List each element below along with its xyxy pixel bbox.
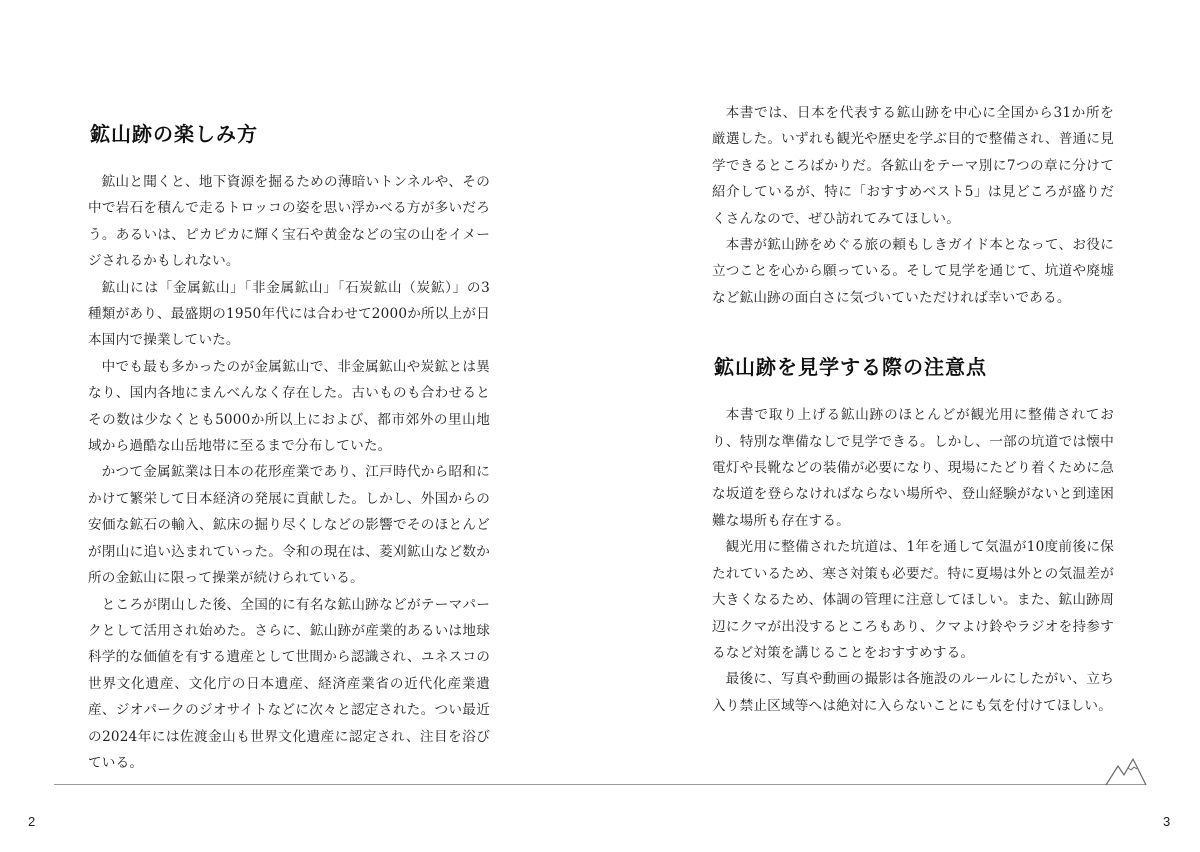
intro-paragraph: 本書では、日本を代表する鉱山跡を中心に全国から31か所を厳選した。いずれも観光や歴史を学ぶ目的で整備され、普通に見学できるところばかりだ。各鉱山をテーマ別に7つの章に分けて紹介しているが、特に「おすすめベスト5」は見どころが盛りだくさんなので、ぜひ訪れてみてほしい。	[712, 105, 1114, 227]
body-paragraph: 鉱山と聞くと、地下資源を掘るための薄暗いトンネルや、その中で岩石を積んで走るトロッコの姿を思い浮かべる方が多いだろう。あるいは、ピカピカに輝く宝石や黄金などの宝の山をイメージされるかもしれない。	[88, 174, 490, 270]
footer-rule	[54, 784, 1146, 785]
section-heading-precautions: 鉱山跡を見学する際の注意点	[714, 355, 987, 380]
left-page	[88, 118, 490, 776]
body-paragraph: かつて金属鉱業は日本の花形産業であり、江戸時代から昭和にかけて繁栄して日本経済の発展に貢献した。しかし、外国からの安価な鉱石の輸入、鉱床の掘り尽くしなどの影響でそのほとんどが閉山に追い込まれていった。令和の現在は、菱刈鉱山など数か所の金鉱山に限って操業が続けられている。	[88, 464, 490, 587]
body-paragraph: 鉱山には「金属鉱山」「非金属鉱山」「石炭鉱山（炭鉱）」の3種類があり、最盛期の1950年代には合わせて2000か所以上が日本国内で操業していた。	[88, 279, 490, 349]
page-number-right: 3	[1163, 814, 1171, 829]
intro-paragraph: 本書が鉱山跡をめぐる旅の頼もしきガイド本となって、お役に立つことを心から願っている。そして見学を通じて、坑道や廃墟など鉱山跡の面白さに気づいていただければ幸いである。	[712, 237, 1114, 306]
body-paragraph: ところが閉山した後、全国的に有名な鉱山跡などがテーマパークとして活用され始めた。さらに、鉱山跡が産業的あるいは地球科学的な価値を有する遺産として世間から認識され、ユネスコの世界文化遺産、文化庁の日本遺産、経済産業省の近代化産業遺産、ジオパークのジオサイトなどに次々と認定された。つい最近の2024年には佐渡金山も世界文化遺産に認定され、注目を浴びている。	[88, 596, 490, 771]
body-paragraph: 本書で取り上げる鉱山跡のほとんどが観光用に整備されており、特別な準備なしで見学できる。しかし、一部の坑道では懐中電灯や長靴などの装備が必要になり、現場にたどり着くために急な坂道を登らなければならない場所や、登山経験がないと到達困難な場所も存在する。	[712, 407, 1114, 529]
mountain-icon	[1104, 756, 1148, 786]
page-number-left: 2	[28, 814, 36, 829]
body-paragraph: 観光用に整備された坑道は、1年を通して気温が10度前後に保たれているため、寒さ対策も必要だ。特に夏場は外との気温差が大きくなるため、体調の管理に注意してほしい。また、鉱山跡周辺にクマが出没するところもあり、クマよけ鈴やラジオを持参するなど対策を講じることをおすすめする。	[712, 539, 1114, 661]
section-heading-enjoy: 鉱山跡の楽しみ方	[90, 122, 258, 146]
right-page	[712, 100, 1114, 719]
body-paragraph: 最後に、写真や動画の撮影は各施設のルールにしたがい、立ち入り禁止区域等へは絶対に入らないことにも気を付けてほしい。	[712, 671, 1114, 714]
body-paragraph: 中でも最も多かったのが金属鉱山で、非金属鉱山や炭鉱とは異なり、国内各地にまんべんなく存在した。古いものも合わせるとその数は少なくとも5000か所以上におよび、都市郊外の里山地域から過酷な山岳地帯に至るまで分布していた。	[88, 358, 490, 455]
